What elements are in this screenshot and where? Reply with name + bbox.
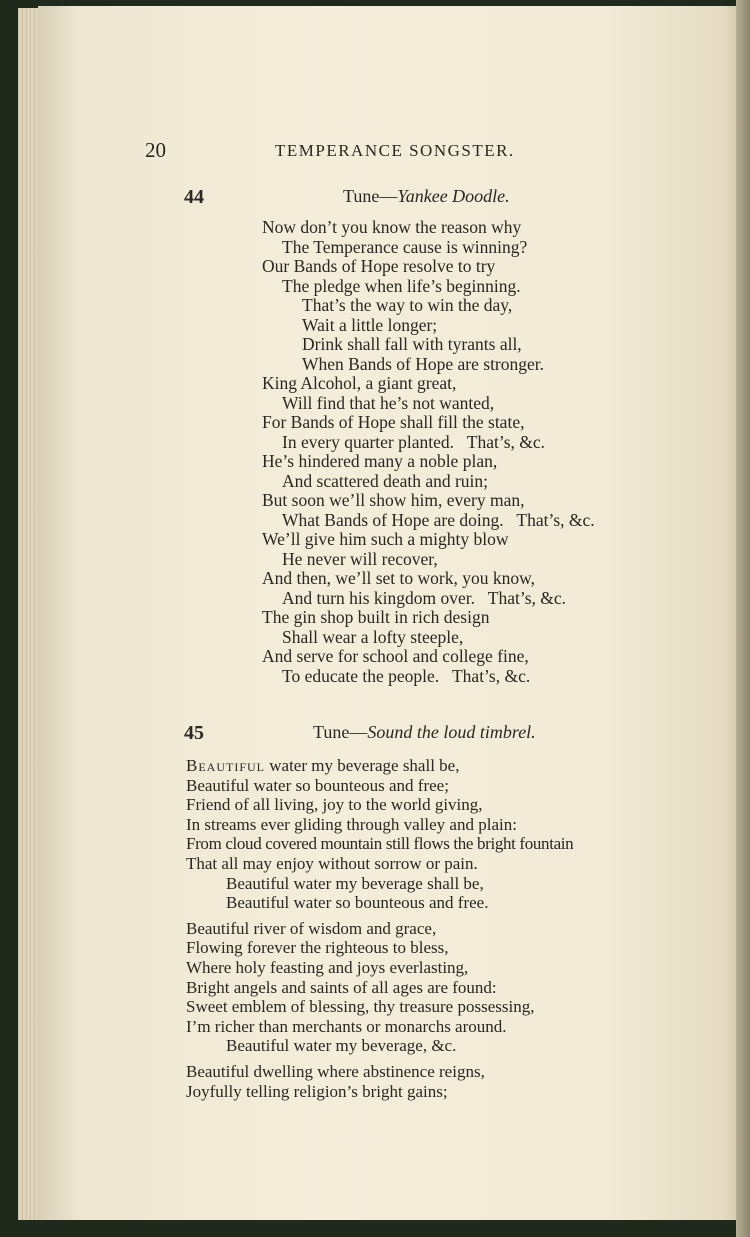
verse-line: That’s the way to win the day,: [302, 295, 513, 315]
verse-line: I’m richer than merchants or monarchs around.: [186, 1016, 507, 1036]
verse-line: Joyfully telling religion’s bright gains;: [186, 1081, 448, 1101]
drop-word: Beautiful: [186, 756, 265, 775]
verse-line: And turn his kingdom over. That’s, &c.: [282, 587, 567, 608]
verse-line: Beautiful water my beverage shall be,: [186, 756, 460, 775]
hymn-number-45: 45: [184, 722, 204, 744]
verse-line: Drink shall fall with tyrants all,: [302, 334, 522, 354]
verse-line: And serve for school and college fine,: [262, 646, 529, 666]
tune-prefix: Tune—: [343, 186, 398, 206]
verse-line: And scattered death and ruin;: [282, 470, 489, 491]
tune-name: Yankee Doodle.: [397, 186, 510, 206]
verse-line: When Bands of Hope are stronger.: [302, 353, 545, 374]
verse-line: And then, we’ll set to work, you know,: [262, 568, 535, 588]
chorus-line: Beautiful water so bounteous and free.: [226, 893, 489, 913]
verse-line: The Temperance cause is winning?: [282, 236, 528, 257]
facing-page-edge: [736, 0, 750, 1237]
chorus-line: Beautiful water my beverage, &c.: [226, 1036, 457, 1056]
hymn-44-text: [262, 218, 595, 686]
verse-line: Friend of all living, joy to the world giving,: [186, 795, 483, 815]
hymn-45-text: [186, 756, 573, 1101]
verse-line: The pledge when life’s beginning.: [282, 275, 521, 296]
running-title: TEMPERANCE SONGSTER.: [275, 141, 515, 160]
verse-line: Shall wear a lofty steeple,: [282, 626, 464, 647]
verse-line: We’ll give him such a mighty blow: [262, 529, 509, 549]
hymn-number-44: 44: [184, 186, 204, 208]
chorus-line: Beautiful water my beverage shall be,: [226, 873, 484, 893]
tune-heading-45: [313, 722, 536, 743]
verse-line: From cloud covered mountain still flows the bright fountain: [186, 834, 574, 854]
tune-prefix: Tune—: [313, 722, 368, 742]
verse-line: Bright angels and saints of all ages are found:: [186, 977, 497, 997]
verse-line: To educate the people. That’s, &c.: [282, 665, 531, 686]
verse-line: He never will recover,: [282, 548, 438, 569]
verse-line: Wait a little longer;: [302, 314, 438, 335]
verse-line: Where holy feasting and joys everlasting,: [186, 957, 469, 977]
verse-line: In streams ever gliding through valley and plain:: [186, 814, 517, 834]
tune-name: Sound the loud timbrel.: [367, 722, 536, 742]
verse-line: Flowing forever the righteous to bless,: [186, 938, 449, 958]
tune-heading-44: [343, 186, 510, 207]
verse-line: Sweet emblem of blessing, thy treasure possessing,: [186, 997, 535, 1017]
verse-line: That all may enjoy without sorrow or pain.: [186, 853, 478, 873]
verse-line: He’s hindered many a noble plan,: [262, 451, 498, 471]
verse-line: In every quarter planted. That’s, &c.: [282, 431, 546, 452]
verse-line: The gin shop built in rich design: [262, 607, 490, 627]
verse-line: Beautiful dwelling where abstinence reigns,: [186, 1061, 485, 1081]
verse-line: Will find that he’s not wanted,: [282, 392, 495, 413]
verse-line: Our Bands of Hope resolve to try: [262, 256, 496, 276]
verse-line: But soon we’ll show him, every man,: [262, 490, 525, 510]
verse-line: Beautiful river of wisdom and grace,: [186, 918, 437, 938]
verse-line: Beautiful water so bounteous and free;: [186, 775, 449, 795]
page-number: 20: [145, 138, 166, 162]
verse-line: For Bands of Hope shall fill the state,: [262, 412, 525, 432]
verse-line: King Alcohol, a giant great,: [262, 373, 457, 393]
verse-line: Now don’t you know the reason why: [262, 217, 522, 237]
verse-line: What Bands of Hope are doing. That’s, &c.: [282, 509, 595, 530]
